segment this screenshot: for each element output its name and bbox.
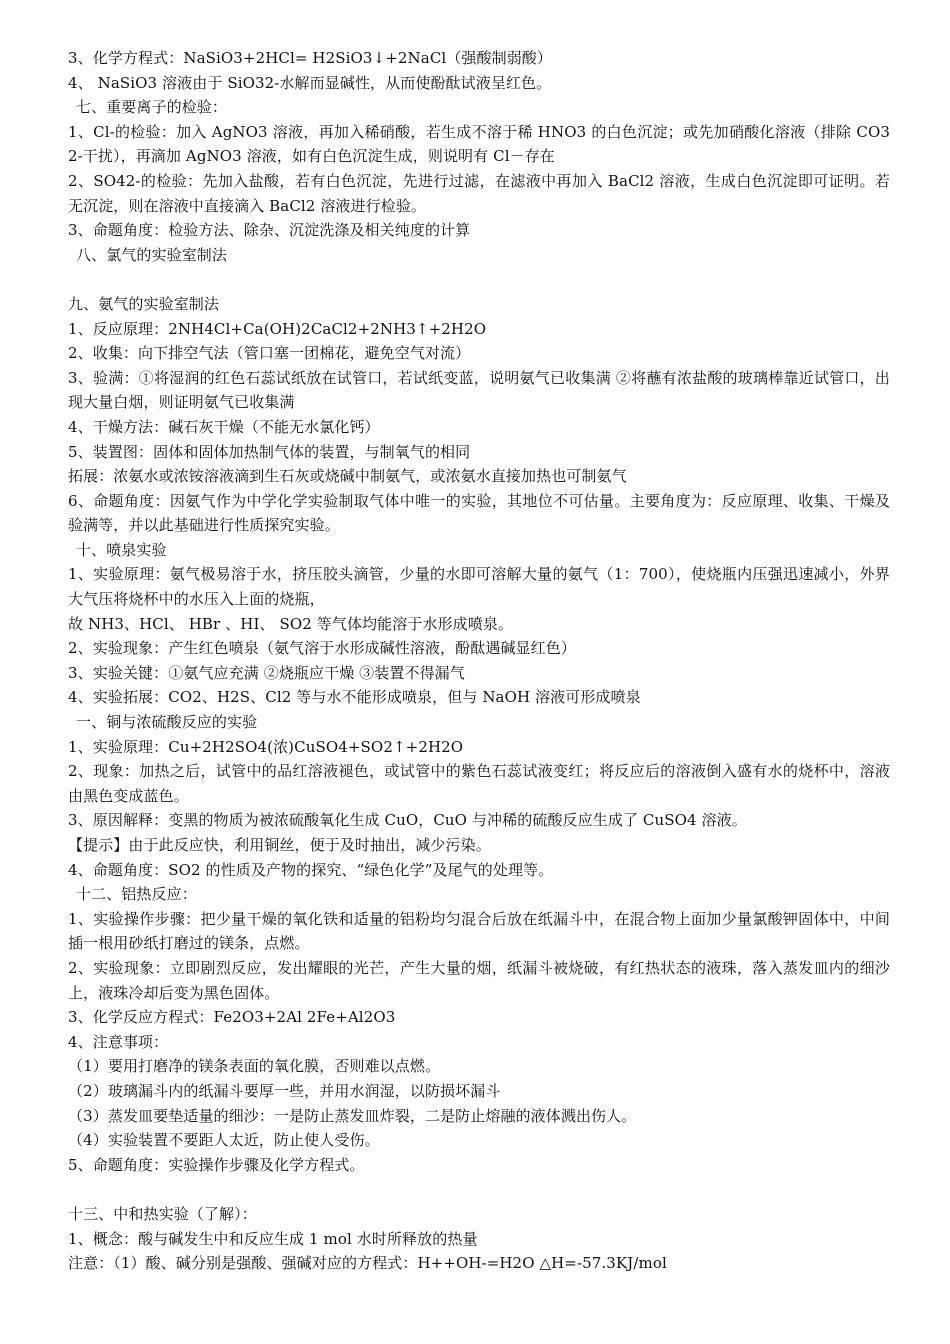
section-heading: 十、喷泉实验: [76, 540, 167, 559]
text-line: （1）要用打磨净的镁条表面的氧化膜，否则难以点燃。: [68, 1057, 441, 1076]
text-line: 3、原因解释：变黑的物质为被浓硫酸氧化生成 CuO，CuO 与冲稀的硫酸反应生成了 CuSO4 溶液。: [68, 811, 747, 830]
text-line: 1、实验原理：Cu+2H2SO4(浓)CuSO4+SO2↑+2H2O: [68, 737, 464, 756]
text-line: 2、实验现象：产生红色喷泉（氨气溶于水形成碱性溶液，酚酞遇碱显红色）: [68, 639, 576, 658]
text-line: 【提示】由于此反应快，利用铜丝，便于及时抽出，减少污染。: [68, 836, 491, 854]
text-line: （2）玻璃漏斗内的纸漏斗要厚一些，并用水润湿，以防损坏漏斗: [68, 1081, 501, 1100]
text-line: 4、实验拓展：CO2、H2S、Cl2 等与水不能形成喷泉，但与 NaOH 溶液可形成喷泉: [68, 688, 641, 707]
text-line: 3、命题角度：检验方法、除杂、沉淀洗涤及相关纯度的计算: [68, 221, 471, 240]
text-line: 1、实验原理：氨气极易溶于水，挤压胶头滴管，少量的水即可溶解大量的氨气（1：700），使烧瓶内压强迅速减小，外界大气压将烧杯中的水压入上面的烧瓶，: [68, 565, 890, 609]
text-line: 3、实验关键：①氨气应充满 ②烧瓶应干燥 ③装置不得漏气: [68, 663, 465, 682]
text-line: 5、命题角度：实验操作步骤及化学方程式。: [68, 1155, 365, 1174]
text-line: 2、SO42-的检验：先加入盐酸，若有白色沉淀，先进行过滤，在滤液中再加入 BaCl2 溶液，生成白色沉淀即可证明。若无沉淀，则在溶液中直接滴入 BaCl2 溶液进行检验。: [68, 171, 890, 215]
text-line: （3）蒸发皿要垫适量的细沙：一是防止蒸发皿炸裂，二是防止熔融的液体溅出伤人。: [68, 1106, 637, 1125]
text-line: 3、化学反应方程式：Fe2O3+2Al 2Fe+Al2O3: [68, 1008, 396, 1027]
text-line: 2、现象：加热之后，试管中的品红溶液褪色，或试管中的紫色石蕊试液变红；将反应后的溶液倒入盛有水的烧杯中，溶液由黑色变成蓝色。: [68, 762, 890, 805]
text-line: 故 NH3、HCl、 HBr 、HI、 SO2 等气体均能溶于水形成喷泉。: [68, 614, 514, 633]
text-line: 4、干燥方法：碱石灰干燥（不能无水氯化钙）: [68, 417, 380, 436]
text-line: 4、命题角度：SO2 的性质及产物的探究、“绿色化学”及尾气的处理等。: [68, 860, 554, 879]
text-line: 5、装置图：固体和固体加热制气体的装置，与制氧气的相同: [68, 442, 471, 461]
text-line: 1、概念：酸与碱发生中和反应生成 1 mol 水时所释放的热量: [68, 1229, 478, 1248]
text-line: 4、注意事项：: [68, 1032, 169, 1051]
text-line: 6、命题角度：因氨气作为中学化学实验制取气体中唯一的实验，其地位不可估量。主要角度为：反应原理、收集、干燥及验满等，并以此基础进行性质探究实验。: [68, 491, 890, 535]
blank-line: [68, 1177, 890, 1202]
text-line: 注意：（1）酸、碱分别是强酸、强碱对应的方程式：H++OH-=H2O △H=-57.3KJ/mol: [68, 1254, 667, 1273]
section-heading: 八、氯气的实验室制法: [76, 245, 228, 264]
text-line: 1、实验操作步骤：把少量干燥的氧化铁和适量的铝粉均匀混合后放在纸漏斗中，在混合物上面加少量氯酸钾固体中，中间插一根用砂纸打磨过的镁条，点燃。: [68, 909, 890, 953]
text-line: 2、收集：向下排空气法（管口塞一团棉花，避免空气对流）: [68, 344, 471, 363]
blank-line: [68, 267, 890, 292]
text-line: 1、反应原理：2NH4Cl+Ca(OH)2CaCl2+2NH3↑+2H2O: [68, 319, 487, 338]
section-heading: 十三、中和热实验（了解）：: [68, 1204, 257, 1223]
text-line: 1、Cl-的检验：加入 AgNO3 溶液，再加入稀硝酸，若生成不溶于稀 HNO3 的白色沉淀；或先加硝酸化溶液（排除 CO32-干扰），再滴加 AgNO3 溶液，如有白色沉淀生成，则说明有 Cl－存在: [68, 122, 890, 166]
section-heading: 一、铜与浓硫酸反应的实验: [76, 713, 258, 732]
text-line: 4、 NaSiO3 溶液由于 SiO32-水解而显碱性，从而使酚酞试液呈红色。: [68, 73, 552, 92]
section-heading: 九、氨气的实验室制法: [68, 294, 220, 313]
text-line: 拓展：浓氨水或浓铵溶液滴到生石灰或烧碱中制氨气，或浓氨水直接加热也可制氨气: [68, 467, 627, 486]
section-heading: 十二、铝热反应：: [76, 885, 197, 904]
text-line: 2、实验现象：立即剧烈反应，发出耀眼的光芒，产生大量的烟，纸漏斗被烧破，有红热状态的液珠，落入蒸发皿内的细沙上，液珠冷却后变为黑色固体。: [68, 958, 890, 1002]
text-line: 3、化学方程式：NaSiO3+2HCl= H2SiO3↓+2NaCl（强酸制弱酸）: [68, 49, 552, 67]
text-line: 3、验满：①将湿润的红色石蕊试纸放在试管口，若试纸变蓝，说明氨气已收集满 ②将蘸有浓盐酸的玻璃棒靠近试管口，出现大量白烟，则证明氨气已收集满: [68, 368, 890, 412]
document-body: [68, 46, 890, 1276]
text-line: （4）实验装置不要距人太近，防止使人受伤。: [68, 1131, 380, 1150]
section-heading: 七、重要离子的检验：: [76, 98, 228, 117]
